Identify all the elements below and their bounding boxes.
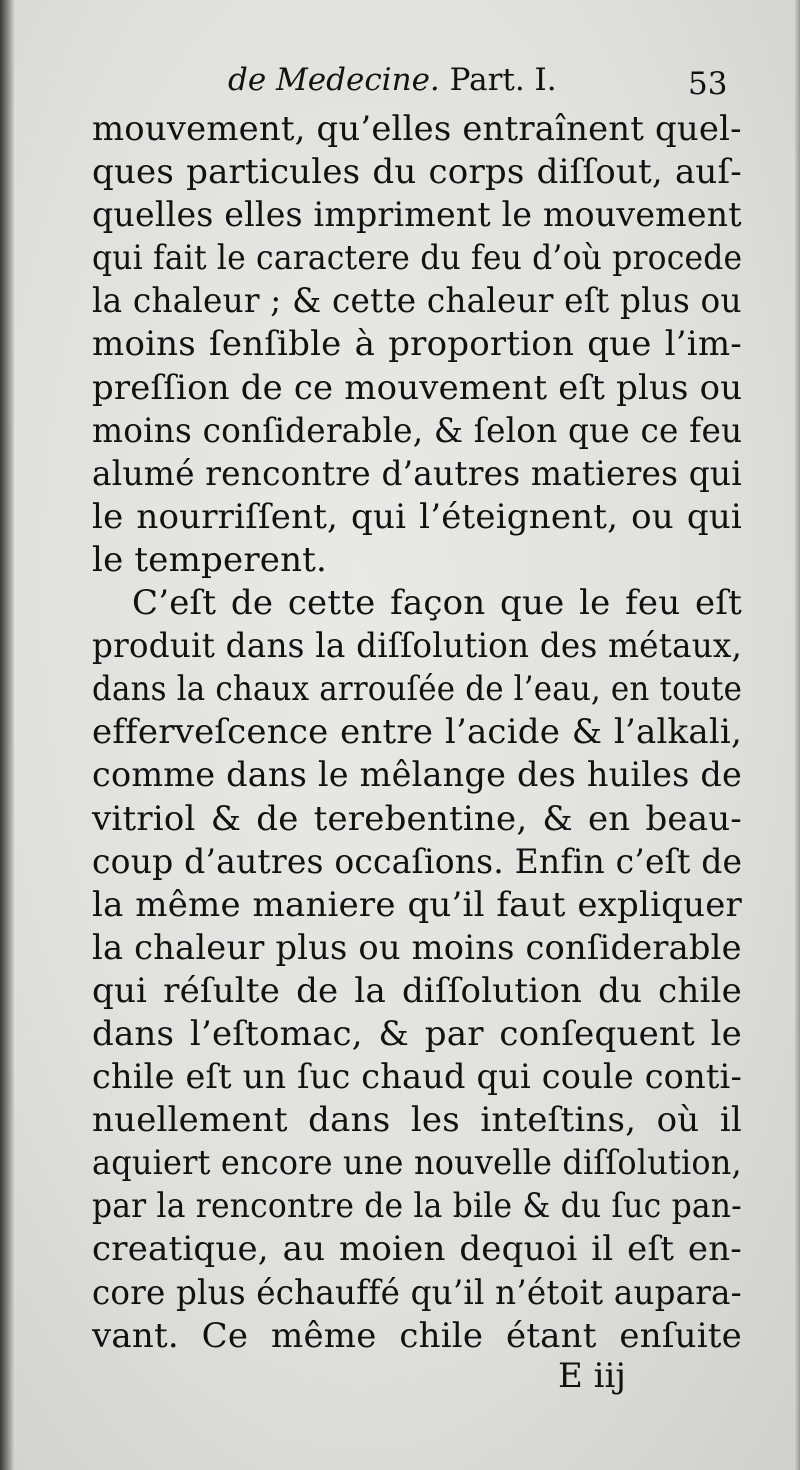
text-line: le temperent. xyxy=(92,539,328,580)
page-gutter-shadow xyxy=(0,0,14,1470)
page-number: 53 xyxy=(688,66,728,102)
text-line: ques particules du corps diſſout, auſ- xyxy=(92,152,742,193)
text-line: produit dans la diſſolution des métaux, xyxy=(92,626,743,667)
text-line: vitriol & de terebentine, & en beau- xyxy=(92,798,742,839)
text-line: dans l’eſtomac, & par conſequent le xyxy=(92,1013,742,1054)
text-line: le nourriſſent, qui l’éteignent, ou qui xyxy=(92,496,742,537)
text-line: alumé rencontre d’autres matieres qui xyxy=(92,453,742,494)
text-line: moins ſenſible à proportion que l’im- xyxy=(92,324,742,365)
body-text xyxy=(92,108,742,1358)
text-line: coup d’autres occaſions. Enfin c’eſt de xyxy=(92,841,743,882)
text-line: qui réſulte de la diſſolution du chile xyxy=(92,970,742,1011)
text-line: la même maniere qu’il faut expliquer xyxy=(92,884,742,925)
text-line: par la rencontre de la bile & du ſuc pan- xyxy=(92,1186,742,1227)
text-line: la chaleur plus ou moins conſiderable xyxy=(92,927,742,968)
text-line: mouvement, qu’elles entraînent quel- xyxy=(92,109,742,149)
text-line: core plus échauffé qu’il n’étoit aupara- xyxy=(92,1272,742,1313)
text-line: comme dans le mêlange des huiles de xyxy=(92,755,743,796)
text-line: la chaleur ; & cette chaleur eſt plus ou xyxy=(92,281,742,322)
text-line: moins conſiderable, & ſelon que ce feu xyxy=(92,410,743,451)
text-line: creatique, au moien dequoi il eſt en- xyxy=(92,1229,742,1270)
text-line: nuellement dans les inteſtins, où il xyxy=(92,1100,742,1141)
text-line: efferveſcence entre l’acide & l’alkali, xyxy=(92,712,742,753)
text-line: vant. Ce même chile étant enſuite xyxy=(92,1315,742,1356)
text-line: quelles elles impriment le mouvement xyxy=(92,195,742,236)
signature-mark: E iij xyxy=(558,1356,626,1396)
text-line: preſſion de ce mouvement eſt plus ou xyxy=(92,367,743,408)
running-title: de Medecine. xyxy=(228,62,440,98)
text-line: dans la chaux arrouſée de l’eau, en toute xyxy=(92,669,743,710)
running-title-line xyxy=(228,62,557,98)
paragraph-first-line: C’eſt de cette façon que le feu eſt xyxy=(132,583,742,624)
part-label: Part. I. xyxy=(449,62,557,98)
text-line: aquiert encore une nouvelle diſſolution, xyxy=(92,1143,742,1184)
text-line: chile eſt un ſuc chaud qui coule conti- xyxy=(92,1057,742,1098)
text-line: qui fait le caractere du feu d’où procede xyxy=(92,238,743,279)
running-header xyxy=(0,62,800,106)
page-edge xyxy=(794,0,800,1470)
